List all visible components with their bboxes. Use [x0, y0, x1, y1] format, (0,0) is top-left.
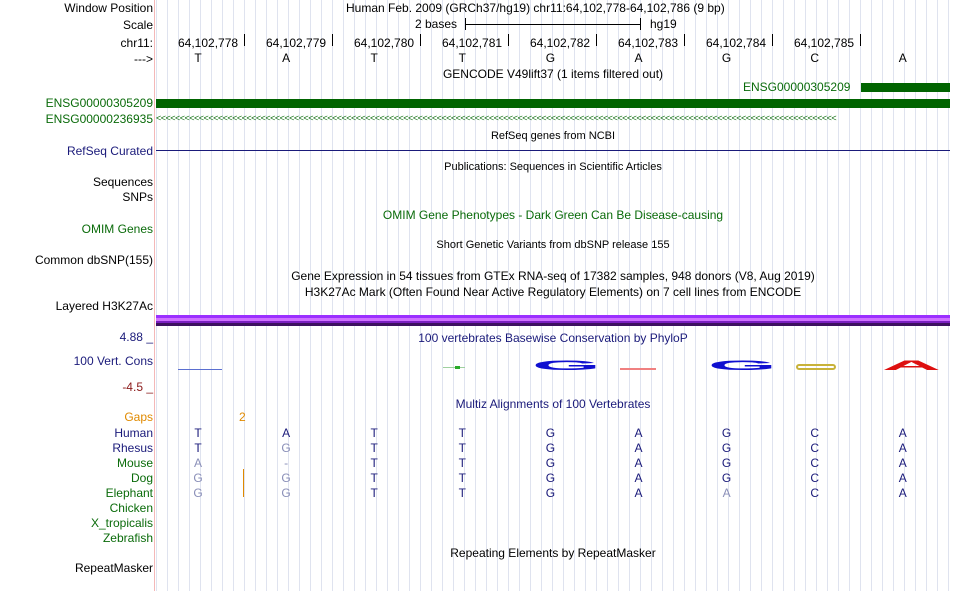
alignment-base: G: [281, 471, 291, 485]
phylop-bar-2: [443, 367, 465, 368]
alignment-base: A: [634, 426, 643, 440]
alignment-base: A: [898, 486, 907, 500]
species-label[interactable]: Elephant: [105, 486, 153, 500]
alignment-base: G: [721, 471, 732, 485]
species-label[interactable]: Mouse: [116, 456, 153, 470]
alignment-base: G: [281, 441, 291, 455]
coordinate-label: 64,102,780: [354, 36, 415, 50]
alignment-base: T: [370, 486, 378, 500]
dbsnp-label[interactable]: Common dbSNP(155): [34, 253, 153, 267]
logo-letter-g2: [708, 358, 777, 374]
chrom-label: chr11:: [120, 36, 153, 50]
gaps-count: 2: [239, 410, 246, 424]
gencode-track-title[interactable]: GENCODE V49lift37 (1 items filtered out): [442, 67, 664, 81]
coordinate-tick: [420, 34, 421, 46]
alignment-base: A: [898, 441, 907, 455]
phylop-min: -4.5 _: [122, 380, 153, 394]
reference-base: T: [194, 51, 202, 65]
alignment-base: G: [545, 456, 556, 470]
coordinate-tick: [332, 34, 333, 46]
alignment-base: G: [721, 456, 732, 470]
alignment-base: G: [545, 486, 556, 500]
reference-base: A: [634, 51, 643, 65]
coordinate-label: 64,102,785: [794, 36, 855, 50]
alignment-base: A: [898, 471, 907, 485]
alignment-base: T: [370, 441, 378, 455]
alignment-base: C: [810, 441, 820, 455]
gene1-exon[interactable]: [861, 83, 950, 92]
sequences-label[interactable]: Sequences: [92, 175, 153, 189]
alignment-base: A: [282, 426, 291, 440]
phylop-logo[interactable]: [156, 356, 950, 376]
alignment-base: G: [721, 426, 732, 440]
species-label[interactable]: Zebrafish: [102, 531, 153, 545]
coordinate-tick: [860, 34, 861, 46]
window-position-value[interactable]: Human Feb. 2009 (GRCh37/hg19) chr11:64,102,778-64,102,786 (9 bp): [346, 1, 725, 15]
alignment-base: G: [193, 471, 203, 485]
alignment-base: G: [545, 441, 556, 455]
alignment-base: A: [722, 486, 731, 500]
alignment-base: T: [458, 471, 466, 485]
gene2-intron-arrows[interactable]: <<<<<<<<<<<<<<<<<<<<<<<<<<<<<<<<<<<<<<<<<<<<<<<<<<<<<<<<<<<<<<<<<<<<<<<<<<<<<<<<<<<<<<<<<<<<<<<<<<<<<<<<<<<<<<<<<<<<<<<<<<<<<<<<<<<<<<<<<<<<<<<: [156, 113, 837, 123]
logo-letter-g2-text: G: [708, 358, 777, 374]
species-label[interactable]: Human: [114, 426, 153, 440]
species-label[interactable]: Dog: [130, 471, 153, 485]
alignment-base: T: [194, 426, 202, 440]
coordinate-label: 64,102,779: [266, 36, 327, 50]
coordinate-tick: [508, 34, 509, 46]
scale-assembly: hg19: [650, 17, 677, 31]
reference-base: T: [458, 51, 466, 65]
coordinate-label: 64,102,783: [618, 36, 679, 50]
alignment-base: A: [634, 486, 643, 500]
alignment-base: T: [458, 426, 466, 440]
coordinate-label: 64,102,784: [706, 36, 767, 50]
species-label[interactable]: Rhesus: [112, 441, 153, 455]
alignment-base: A: [634, 456, 643, 470]
window-position-label: Window Position: [64, 1, 153, 15]
gene1-name[interactable]: ENSG00000305209: [743, 80, 851, 94]
alignment-base: T: [370, 471, 378, 485]
gene2-left-label[interactable]: ENSG00000236935: [45, 112, 153, 126]
alignment-base: T: [458, 486, 466, 500]
alignment-base: C: [810, 426, 820, 440]
reference-base: A: [282, 51, 291, 65]
alignment-base: -: [284, 456, 289, 470]
alignment-base: A: [193, 456, 202, 470]
phylop-bar-1: [178, 369, 222, 370]
alignment-base: T: [458, 441, 466, 455]
reference-base: G: [545, 51, 556, 65]
label-divider: [154, 0, 155, 591]
gene1-bar[interactable]: [156, 99, 950, 108]
species-label[interactable]: Chicken: [109, 501, 153, 515]
omim-track-title[interactable]: OMIM Gene Phenotypes - Dark Green Can Be Disease-causing: [382, 208, 724, 222]
logo-letter-a-text: A: [882, 357, 941, 374]
alignment-base: G: [193, 486, 203, 500]
alignment-base: T: [194, 441, 202, 455]
refseq-track-title[interactable]: RefSeq genes from NCBI: [490, 130, 616, 142]
coordinate-tick: [684, 34, 685, 46]
omim-label[interactable]: OMIM Genes: [81, 222, 153, 236]
multiz-track-title[interactable]: Multiz Alignments of 100 Vertebrates: [455, 397, 651, 411]
alignment-base: T: [458, 456, 466, 470]
alignment-base: T: [370, 426, 378, 440]
alignment-base: G: [721, 441, 732, 455]
dbsnp-track-title[interactable]: Short Genetic Variants from dbSNP release 155: [436, 239, 670, 251]
alignment-base: G: [545, 471, 556, 485]
coordinate-tick: [772, 34, 773, 46]
phylop-label[interactable]: 100 Vert. Cons: [73, 354, 153, 368]
gene1-left-label[interactable]: ENSG00000305209: [45, 96, 153, 110]
logo-letter-g1: [532, 358, 601, 374]
scale-bar: [465, 18, 641, 30]
alignment-base: A: [898, 456, 907, 470]
scale-bases: 2 bases: [415, 17, 458, 31]
alignment-base: C: [810, 456, 820, 470]
strand-label: --->: [134, 52, 153, 66]
phylop-bar-3: [455, 366, 460, 369]
species-label[interactable]: X_tropicalis: [90, 516, 153, 530]
phylop-bar-4: [620, 368, 656, 370]
alignment-base: A: [634, 441, 643, 455]
phylop-max: 4.88 _: [119, 330, 153, 344]
alignment-base: C: [810, 471, 820, 485]
h3k-signal[interactable]: [156, 315, 950, 326]
gap-marker: [243, 469, 244, 497]
pubs-track-title[interactable]: Publications: Sequences in Scientific Articles: [444, 161, 662, 173]
logo-letter-c: [796, 364, 836, 370]
reference-base: C: [810, 51, 820, 65]
snps-label[interactable]: SNPs: [122, 190, 153, 204]
coordinate-label: 64,102,782: [530, 36, 591, 50]
reference-base: T: [370, 51, 378, 65]
h3k-track-title[interactable]: H3K27Ac Mark (Often Found Near Active Regulatory Elements) on 7 cell lines from ENCODE: [304, 285, 802, 299]
reference-base: A: [898, 51, 907, 65]
reference-base: G: [721, 51, 732, 65]
refseq-label[interactable]: RefSeq Curated: [66, 144, 153, 158]
coordinate-tick: [596, 34, 597, 46]
gaps-label[interactable]: Gaps: [124, 410, 153, 424]
coordinate-tick: [244, 34, 245, 46]
alignment-base: A: [898, 426, 907, 440]
logo-letter-a: [882, 357, 941, 374]
repeat-track-title[interactable]: Repeating Elements by RepeatMasker: [450, 546, 656, 560]
phylop-track-title[interactable]: 100 vertebrates Basewise Conservation by PhyloP: [418, 331, 688, 345]
gtex-track-title[interactable]: Gene Expression in 54 tissues from GTEx RNA-seq of 17382 samples, 948 donors (V8, Aug 2019): [291, 269, 815, 283]
alignment-base: C: [810, 486, 820, 500]
alignment-base: G: [281, 486, 291, 500]
refseq-line[interactable]: [156, 150, 950, 151]
alignment-base: T: [370, 456, 378, 470]
coordinate-label: 64,102,778: [178, 36, 239, 50]
alignment-base: G: [545, 426, 556, 440]
h3k-label[interactable]: Layered H3K27Ac: [55, 299, 153, 313]
coordinate-label: 64,102,781: [442, 36, 503, 50]
alignment-base: A: [634, 471, 643, 485]
scale-label: Scale: [122, 18, 153, 32]
repeat-label[interactable]: RepeatMasker: [74, 561, 153, 575]
logo-letter-g1-text: G: [532, 358, 601, 374]
